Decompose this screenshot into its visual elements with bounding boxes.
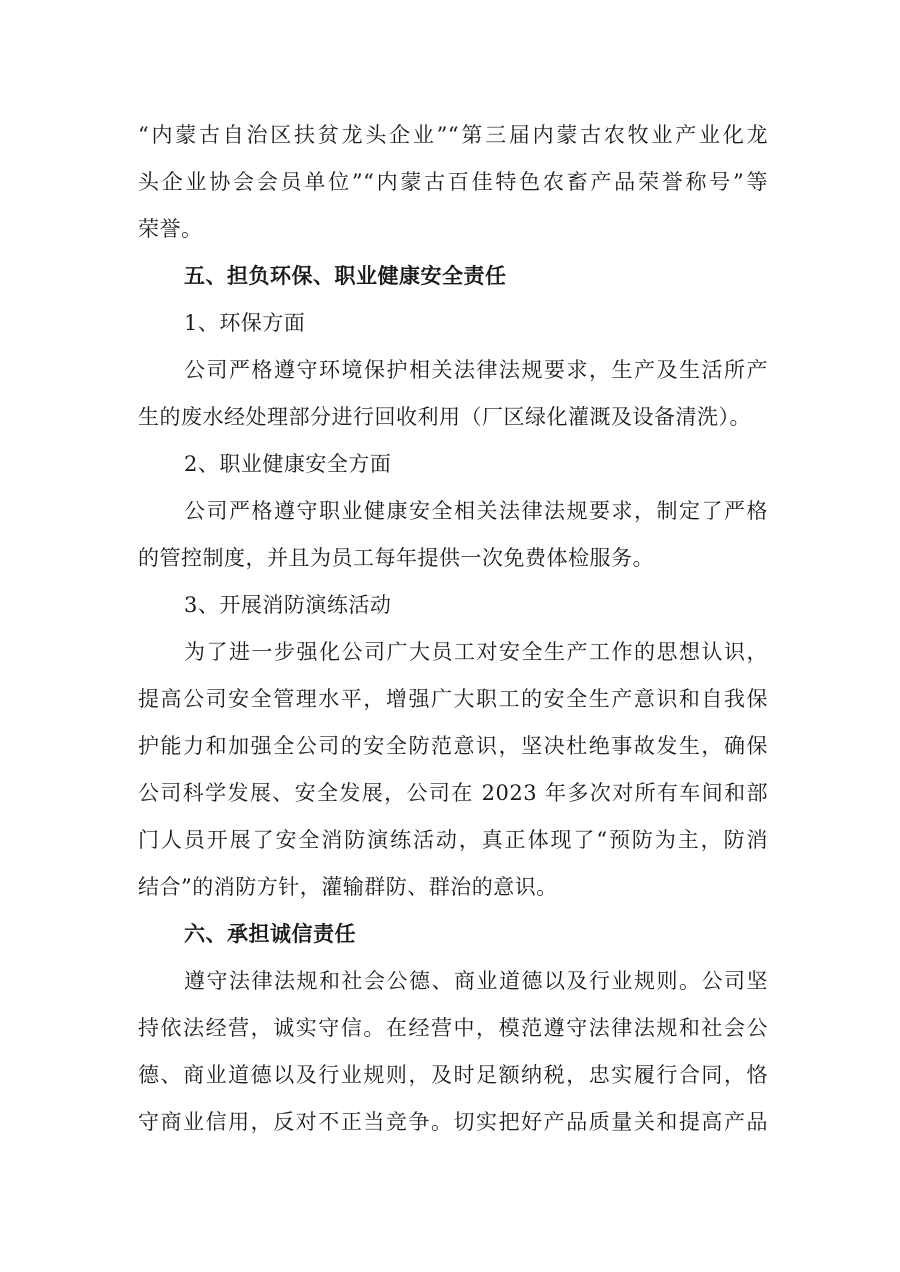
paragraph-line: 德、商业道德以及行业规则，及时足额纳税，忠实履行合同，恪 <box>138 1063 768 1087</box>
paragraph-line: 遵守法律法规和社会公德、商业道德以及行业规则。公司坚 <box>184 969 768 993</box>
subheading-fire-drill: 3、开展消防演练活动 <box>184 593 392 617</box>
subheading-occupational-health: 2、职业健康安全方面 <box>184 452 392 476</box>
paragraph-line: 头企业协会会员单位”“内蒙古百佳特色农畜产品荣誉称号”等 <box>138 170 768 194</box>
section-heading-5: 五、担负环保、职业健康安全责任 <box>184 264 507 288</box>
document-body <box>138 112 768 1146</box>
paragraph-line: 结合”的消防方针，灌输群防、群治的意识。 <box>138 875 558 899</box>
paragraph-line: 生的废水经处理部分进行回收利用（厂区绿化灌溉及设备清洗）。 <box>138 405 751 429</box>
paragraph-line: 守商业信用，反对不正当竞争。切实把好产品质量关和提高产品 <box>138 1110 768 1134</box>
paragraph-line: 持依法经营，诚实守信。在经营中，模范遵守法律法规和社会公 <box>138 1016 768 1040</box>
paragraph-line: 公司严格遵守环境保护相关法律法规要求，生产及生活所产 <box>184 358 768 382</box>
paragraph-line: 荣誉。 <box>138 217 203 241</box>
paragraph-line: “内蒙古自治区扶贫龙头企业”“第三届内蒙古农牧业产业化龙 <box>138 123 768 147</box>
subheading-environment: 1、环保方面 <box>184 311 306 335</box>
paragraph-line: 为了进一步强化公司广大员工对安全生产工作的思想认识， <box>184 640 768 664</box>
paragraph-line: 提高公司安全管理水平，增强广大职工的安全生产意识和自我保 <box>138 687 768 711</box>
paragraph-line: 护能力和加强全公司的安全防范意识，坚决杜绝事故发生，确保 <box>138 734 768 758</box>
paragraph-line: 的管控制度，并且为员工每年提供一次免费体检服务。 <box>138 546 654 570</box>
paragraph-line: 公司科学发展、安全发展，公司在 2023 年多次对所有车间和部 <box>138 781 768 805</box>
paragraph-line: 门人员开展了安全消防演练活动，真正体现了“预防为主，防消 <box>138 828 768 852</box>
section-heading-6: 六、承担诚信责任 <box>184 922 356 946</box>
paragraph-line: 公司严格遵守职业健康安全相关法律法规要求，制定了严格 <box>184 499 768 523</box>
